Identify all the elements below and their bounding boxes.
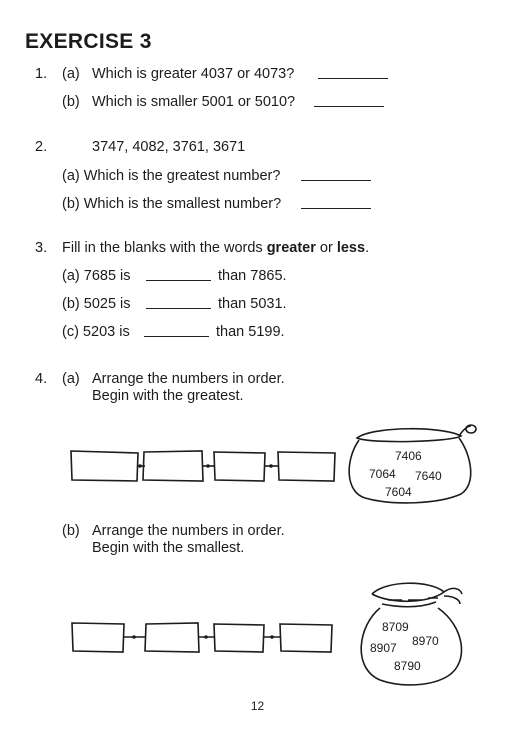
q1b-label: (b) <box>62 94 80 110</box>
q4b-instruction-line2: Begin with the smallest. <box>92 540 245 556</box>
q3b-answer-blank[interactable] <box>146 296 211 314</box>
page-number: 12 <box>250 699 265 713</box>
q1a-label: (a) <box>62 66 80 82</box>
q3-number: 3. <box>35 240 48 256</box>
q3-instruction-or: or <box>315 240 337 256</box>
q4b-instruction-line1: Arrange the numbers in order. <box>92 523 285 539</box>
q3b-prefix: (b) 5025 is <box>62 296 131 312</box>
bag-number-2: 8970 <box>412 634 439 648</box>
q4a-instruction-line2: Begin with the greatest. <box>92 388 244 404</box>
q4a-instruction-line1: Arrange the numbers in order. <box>92 371 285 387</box>
q2-number-list: 3747, 4082, 3761, 3671 <box>92 139 246 155</box>
pot-illustration <box>343 420 483 510</box>
q1-number: 1. <box>35 66 48 82</box>
q3-instruction <box>62 239 369 257</box>
q4a-answer-box-3[interactable] <box>214 451 265 480</box>
q3b-suffix: than 5031. <box>218 296 287 312</box>
q4b-label: (b) <box>62 523 80 539</box>
pot-number-4: 7604 <box>385 485 412 499</box>
q3a-answer-blank[interactable] <box>146 268 211 286</box>
q3-word-less: less <box>336 240 366 256</box>
q1a-question: Which is greater 4037 or 4073? <box>92 66 295 82</box>
q3a-prefix: (a) 7685 is <box>62 268 131 284</box>
bag-number-4: 8790 <box>394 659 421 673</box>
q3a-suffix: than 7865. <box>218 268 287 284</box>
q1b-answer-blank[interactable] <box>314 94 384 112</box>
q2b-answer-blank[interactable] <box>301 196 371 214</box>
bag-number-3: 8907 <box>370 641 397 655</box>
exercise-title: EXERCISE 3 <box>25 30 152 53</box>
q4b-answer-box-1[interactable] <box>72 623 124 651</box>
q4a-answer-box-4[interactable] <box>278 451 335 480</box>
q3-instruction-end: . <box>365 240 370 256</box>
q4b-answer-box-3[interactable] <box>214 623 264 651</box>
q4a-answer-box-1[interactable] <box>70 451 137 480</box>
q2b-question: (b) Which is the smallest number? <box>62 196 282 212</box>
q4a-label: (a) <box>62 371 80 387</box>
q3c-suffix: than 5199. <box>216 324 285 340</box>
pot-number-1: 7406 <box>395 449 422 463</box>
q4a-answer-box-2[interactable] <box>143 451 202 480</box>
q4b-answer-box-2[interactable] <box>146 623 198 651</box>
q4b-answer-box-4[interactable] <box>280 623 332 651</box>
bag-number-1: 8709 <box>382 620 409 634</box>
bag-illustration <box>352 578 472 688</box>
pot-number-3: 7640 <box>415 469 442 483</box>
q3c-prefix: (c) 5203 is <box>62 324 130 340</box>
q3-word-greater: greater <box>266 240 316 256</box>
q1b-question: Which is smaller 5001 or 5010? <box>92 94 296 110</box>
pot-number-2: 7064 <box>369 467 396 481</box>
q1a-answer-blank[interactable] <box>318 66 388 84</box>
q2-number: 2. <box>35 139 48 155</box>
q4-number: 4. <box>35 371 48 387</box>
q3-instruction-text: Fill in the blanks with the words <box>62 240 267 256</box>
q3c-answer-blank[interactable] <box>144 324 209 342</box>
q2a-answer-blank[interactable] <box>301 168 371 186</box>
q2a-question: (a) Which is the greatest number? <box>62 168 281 184</box>
